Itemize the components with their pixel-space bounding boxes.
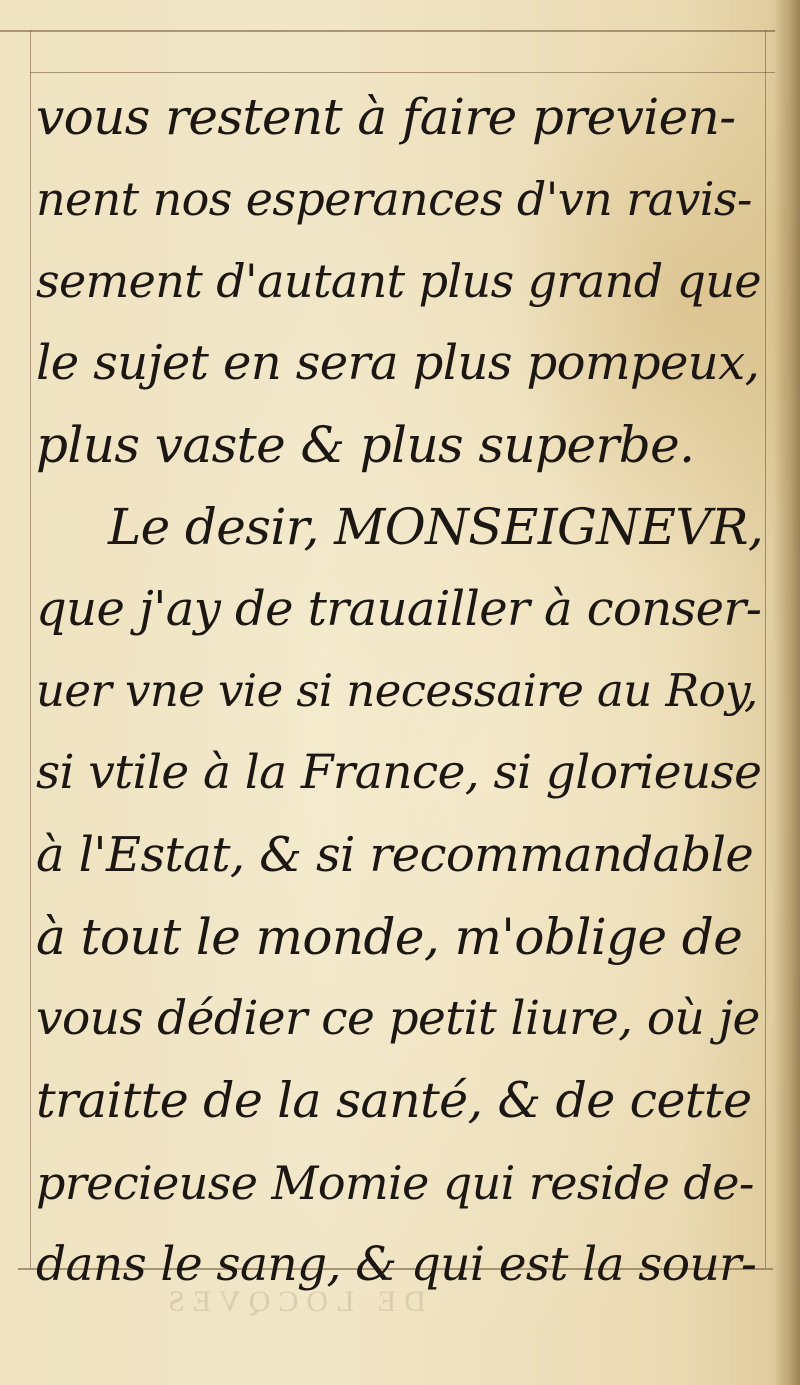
paragraph-start-line: Le desir, MONSEIGNEVR, [108, 498, 764, 556]
right-margin-rule [765, 30, 766, 1268]
text-line: traitte de la santé, & de cette [36, 1072, 752, 1129]
text-line: que j'ay de trauailler à conser- [36, 581, 762, 637]
body-text [36, 76, 764, 1306]
header-rule [30, 72, 775, 73]
page-gutter-shadow [774, 0, 800, 1385]
text-line: vous dédier ce petit liure, où je [36, 991, 760, 1046]
text-line: sement d'autant plus grand que [36, 254, 762, 308]
text-line: si vtile à la France, si glorieuse [36, 745, 762, 800]
text-line: uer vne vie si necessaire au Roy, [36, 664, 758, 717]
top-rule [0, 30, 775, 32]
text-line: à l'Estat, & si recommandable [36, 827, 754, 883]
text-line: nent nos esperances d'vn ravis- [36, 172, 752, 226]
text-line: precieuse Momie qui reside de- [36, 1156, 754, 1210]
text-line: dans le sang, & qui est la sour- [36, 1237, 757, 1292]
text-line: à tout le monde, m'oblige de [36, 908, 743, 966]
text-line: vous restent à faire previen- [36, 88, 736, 146]
text-line: le sujet en sera plus pompeux, [36, 335, 760, 391]
bleed-through-text: DE LOCQVES [160, 1285, 426, 1318]
left-margin-rule [30, 30, 31, 1268]
text-line: plus vaste & plus superbe. [36, 416, 695, 474]
